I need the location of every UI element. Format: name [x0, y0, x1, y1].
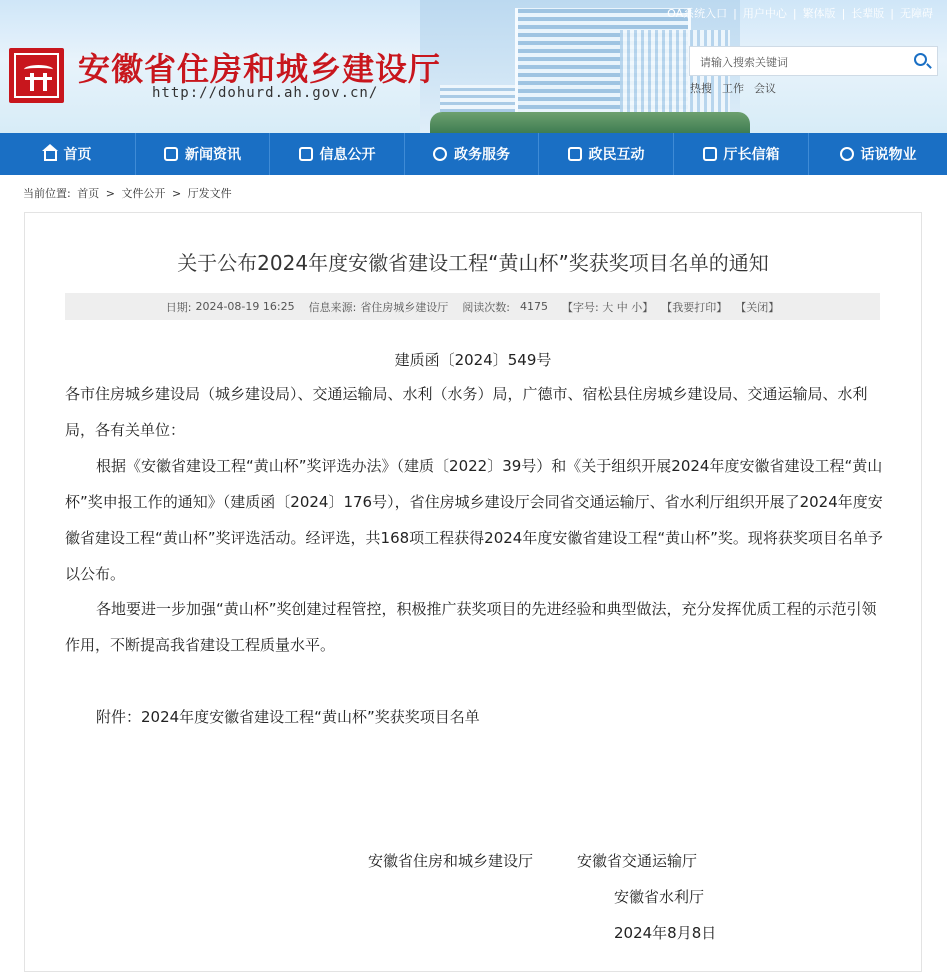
- nav-item-service[interactable]: 政务服务: [405, 133, 539, 175]
- hot-words: [690, 80, 786, 96]
- top-link-accessibility[interactable]: 无障碍: [900, 7, 933, 20]
- top-link-oa[interactable]: OA系统入口: [667, 7, 728, 20]
- interaction-icon: [568, 147, 582, 161]
- nav-item-interaction[interactable]: 政民互动: [539, 133, 674, 175]
- site-title[interactable]: 安徽省住房和城乡建设厅: [78, 50, 442, 88]
- meta-views: 4175: [520, 300, 549, 313]
- breadcrumb-dept-docs[interactable]: 厅发文件: [187, 187, 232, 200]
- nav-item-news[interactable]: 新闻资讯: [136, 133, 270, 175]
- signature-water-dept: 安徽省水利厅: [614, 888, 705, 906]
- nav-item-property[interactable]: 话说物业: [809, 133, 947, 175]
- nav-item-home[interactable]: 首页: [0, 133, 136, 175]
- addressee-paragraph: 各市住房城乡建设局（城乡建设局）、交通运输局、水利（水务）局，广德市、宿松县住房城乡建设局、交通运输局、水利局，各有关单位：: [65, 385, 868, 439]
- article-title: 关于公布2024年度安徽省建设工程“黄山杯”奖获奖项目名单的通知: [177, 251, 769, 275]
- meta-date-label: 日期:: [165, 300, 192, 314]
- nav-item-info[interactable]: 信息公开: [270, 133, 405, 175]
- breadcrumb-prefix: 当前位置:: [23, 187, 71, 200]
- top-link-traditional[interactable]: 繁体版: [802, 7, 836, 20]
- print-link[interactable]: 【我要打印】: [661, 300, 728, 314]
- meta-source: 省住房城乡建设厅: [360, 300, 449, 314]
- breadcrumb-file-public[interactable]: 文件公开: [121, 187, 166, 200]
- breadcrumb-separator: >: [105, 187, 115, 200]
- site-logo-icon[interactable]: [9, 48, 64, 103]
- service-icon: [433, 147, 447, 161]
- search-box: [689, 46, 938, 76]
- signature-date: 2024年8月8日: [614, 924, 717, 942]
- hot-word[interactable]: 工作: [722, 82, 744, 95]
- info-icon: [299, 147, 313, 161]
- hot-word[interactable]: 热搜: [690, 82, 712, 95]
- top-link-user-center[interactable]: 用户中心: [742, 7, 787, 20]
- signature-transport-dept: 安徽省交通运输厅: [577, 852, 698, 870]
- news-icon: [164, 147, 178, 161]
- document-number: 建质函〔2024〕549号: [394, 351, 552, 369]
- home-icon: [44, 151, 57, 161]
- meta-source-label: 信息来源:: [308, 300, 357, 314]
- top-link-elderly[interactable]: 长辈版: [851, 7, 885, 20]
- mailbox-icon: [703, 147, 717, 161]
- meta-views-label: 阅读次数:: [462, 300, 511, 314]
- search-input[interactable]: [698, 52, 902, 72]
- site-url: http://dohurd.ah.gov.cn/: [152, 85, 379, 101]
- banner-trees: [430, 112, 750, 133]
- body-paragraph: 各地要进一步加强“黄山杯”奖创建过程管控，积极推广获奖项目的先进经验和典型做法，充分发挥优质工程的示范引领作用，不断提高我省建设工程质量水平。: [65, 600, 877, 654]
- breadcrumb-separator: >: [171, 187, 182, 200]
- nav-item-mailbox[interactable]: 厅长信箱: [674, 133, 809, 175]
- breadcrumb-home[interactable]: 首页: [77, 187, 100, 200]
- signature-housing-dept: 安徽省住房和城乡建设厅: [368, 852, 534, 870]
- body-paragraph: 根据《安徽省建设工程“黄山杯”奖评选办法》（建质〔2022〕39号）和《关于组织开展2024年度安徽省建设工程“黄山杯”奖申报工作的通知》（建质函〔2024〕176号），省住房城乡建设厅会同省交通运输厅、省水利厅组织开展了2024年度安徽省建设工程“黄山杯”奖评选活动。经评选，共168项工程获得2024年度安徽省建设工程“黄山杯”奖。现将获奖项目名单予以公布。: [65, 457, 883, 583]
- breadcrumb: [23, 185, 235, 201]
- main-nav: [0, 133, 947, 175]
- close-link[interactable]: 【关闭】: [735, 300, 780, 314]
- article-meta-bar: [65, 293, 880, 320]
- hot-word[interactable]: 会议: [754, 82, 776, 95]
- property-icon: [840, 147, 854, 161]
- search-icon[interactable]: [914, 53, 927, 66]
- font-size-control[interactable]: 【字号: 大 中 小】: [562, 300, 654, 314]
- top-links: OA系统入口 | 用户中心 | 繁体版 | 长辈版 | 无障碍: [667, 7, 933, 20]
- attachment-link[interactable]: 附件：2024年度安徽省建设工程“黄山杯”奖获奖项目名单: [96, 708, 480, 726]
- meta-date: 2024-08-19 16:25: [195, 300, 295, 313]
- site-header: [0, 0, 947, 133]
